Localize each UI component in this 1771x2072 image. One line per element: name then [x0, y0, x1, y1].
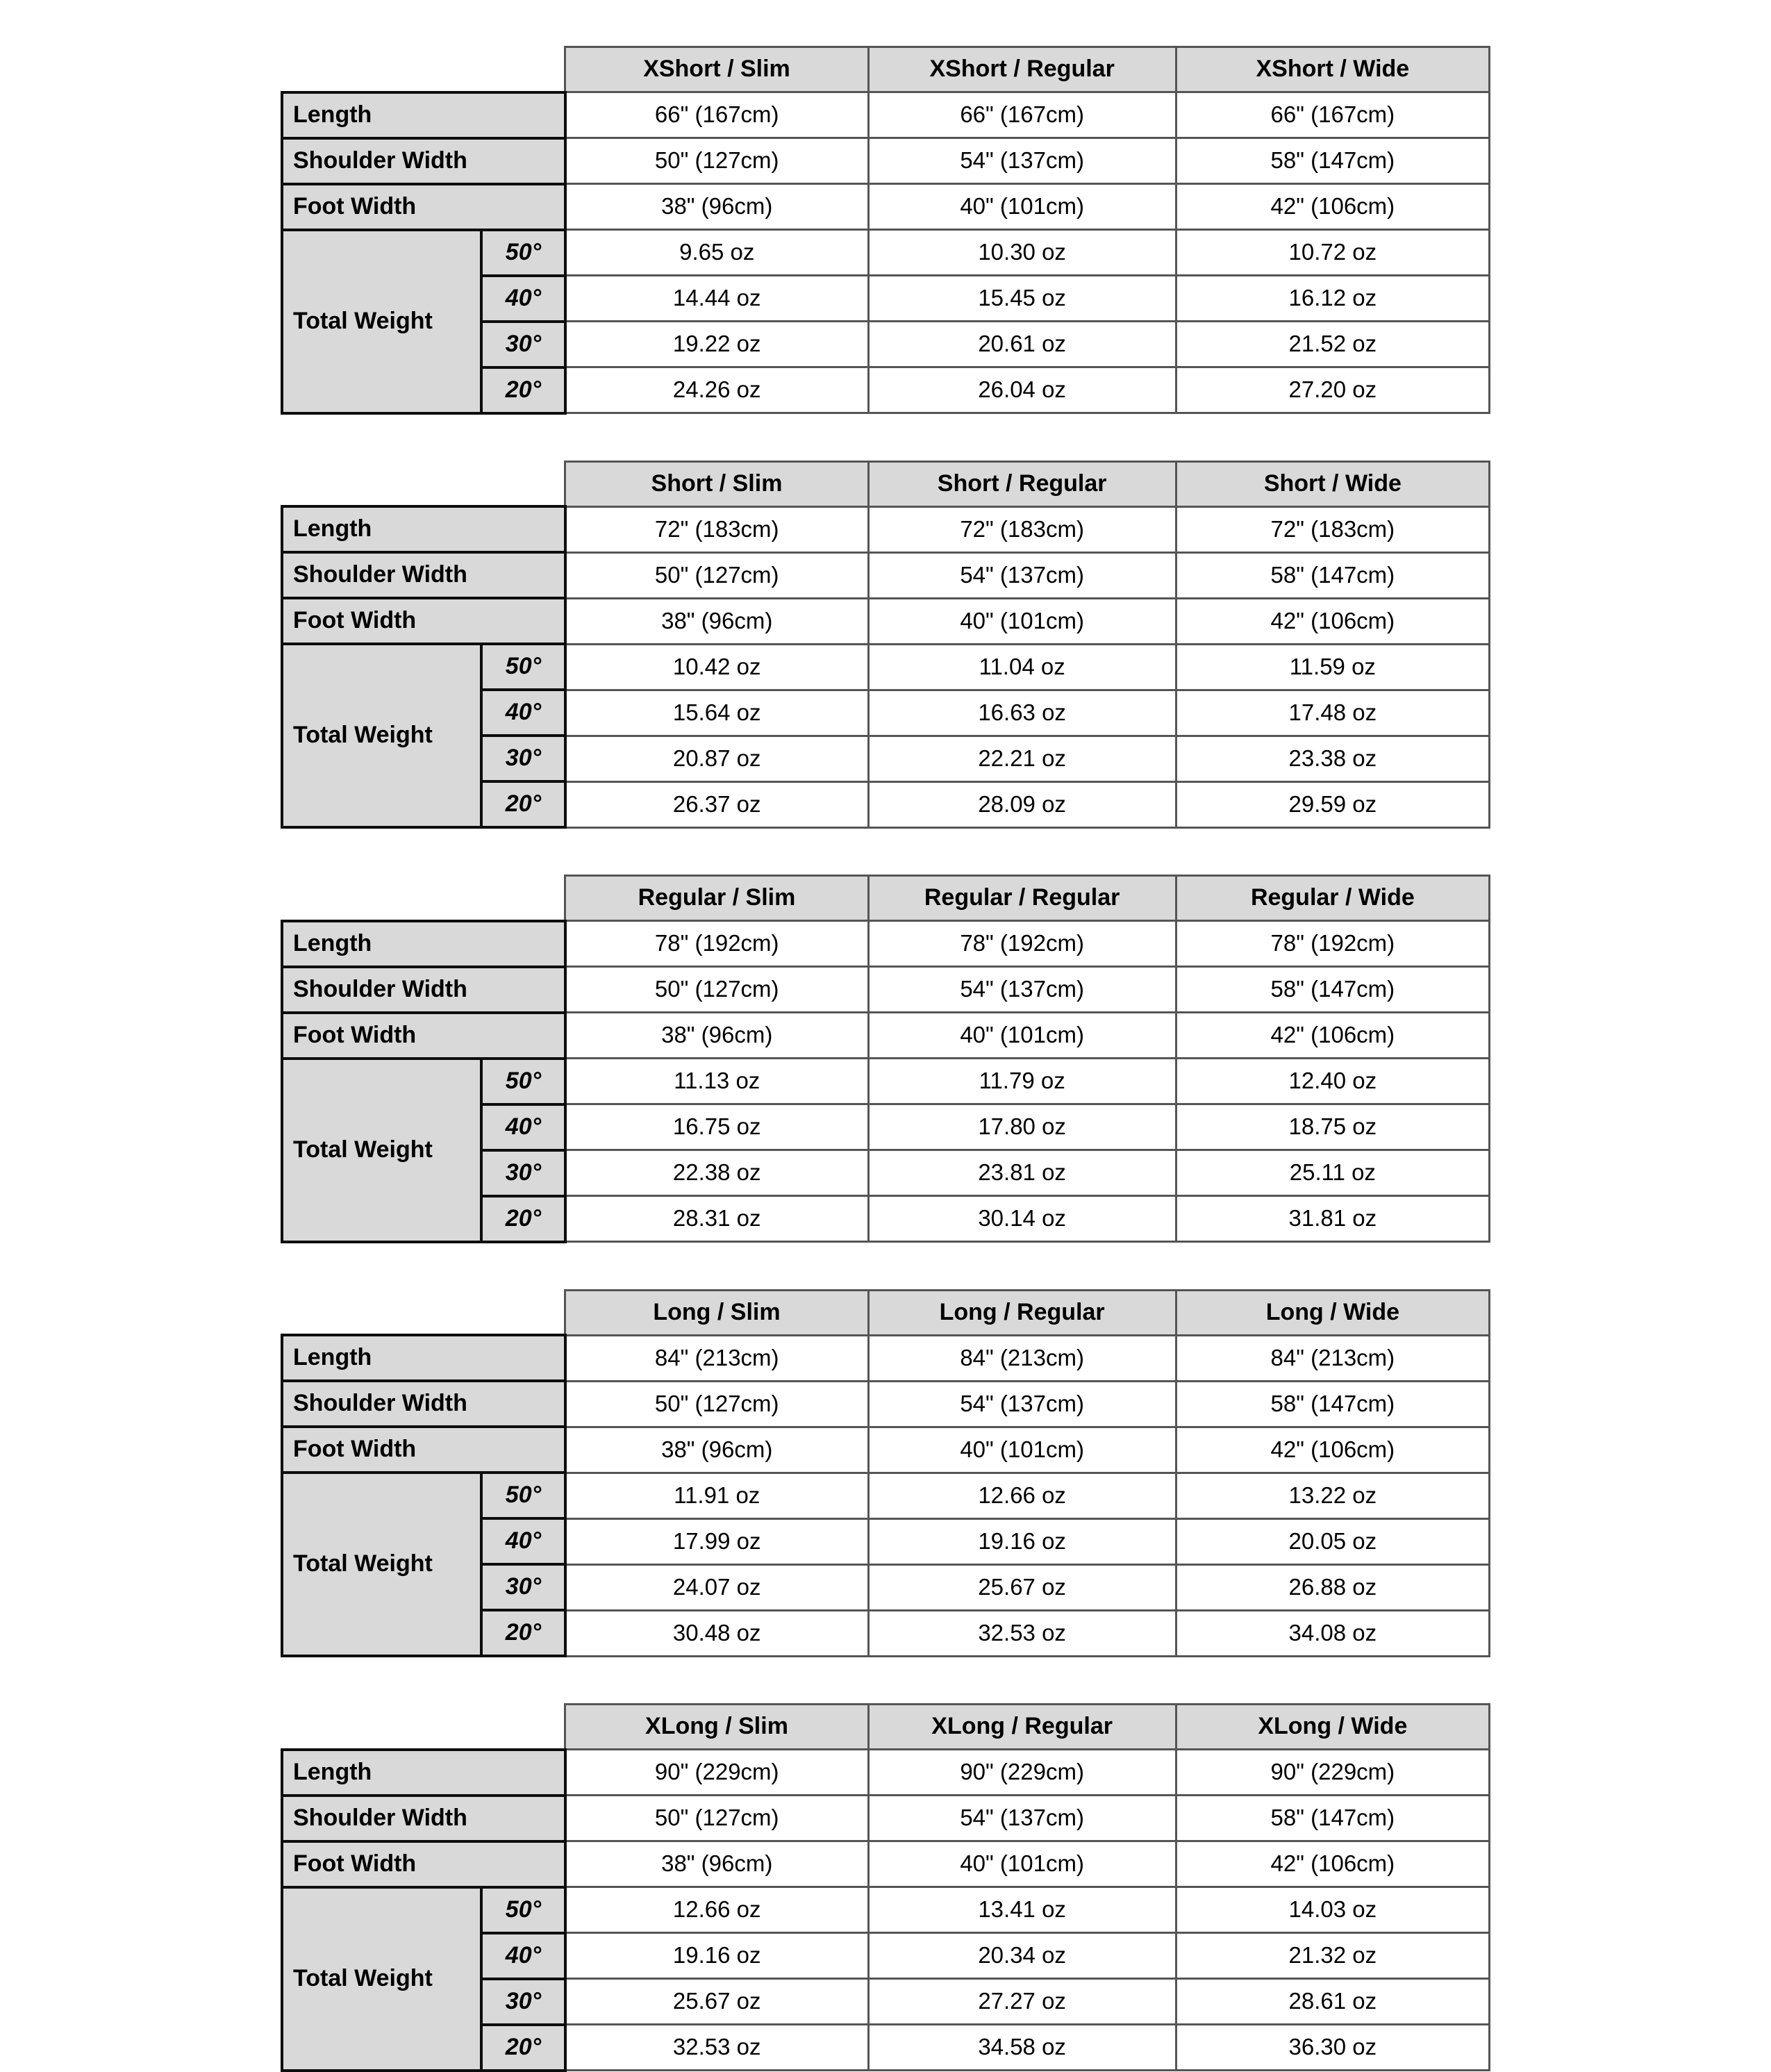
length-value: 72" (183cm) — [1176, 506, 1489, 552]
weight-value: 31.81 oz — [1176, 1196, 1489, 1242]
length-value: 90" (229cm) — [868, 1750, 1176, 1796]
temp-rating-label: 40° — [481, 1518, 565, 1564]
weight-value: 9.65 oz — [565, 230, 868, 276]
foot-width-row — [282, 1013, 1490, 1059]
column-header: Short / Regular — [868, 461, 1176, 506]
weight-value: 25.11 oz — [1176, 1150, 1489, 1196]
foot_width-value: 42" (106cm) — [1176, 598, 1489, 644]
temp-rating-label: 30° — [481, 1979, 565, 2025]
row-label-foot-width: Foot Width — [282, 184, 565, 230]
row-label-length: Length — [282, 1335, 565, 1381]
shoulder-width-row — [282, 1381, 1490, 1427]
column-header: XShort / Regular — [868, 47, 1176, 92]
length-value: 72" (183cm) — [868, 506, 1176, 552]
foot_width-value: 38" (96cm) — [565, 1427, 868, 1473]
foot_width-value: 42" (106cm) — [1176, 184, 1489, 230]
row-label-total-weight: Total Weight — [282, 1887, 481, 2071]
foot_width-value: 40" (101cm) — [868, 1013, 1176, 1059]
shoulder-width-row — [282, 138, 1490, 184]
length-value: 78" (192cm) — [565, 921, 868, 967]
length-row — [282, 1335, 1490, 1381]
temp-rating-label: 30° — [481, 322, 565, 367]
row-label-foot-width: Foot Width — [282, 1841, 565, 1887]
weight-value: 30.14 oz — [868, 1196, 1176, 1242]
length-value: 84" (213cm) — [565, 1335, 868, 1381]
column-header: XLong / Slim — [565, 1705, 868, 1750]
foot_width-value: 40" (101cm) — [868, 598, 1176, 644]
weight-value: 21.32 oz — [1176, 1933, 1489, 1979]
foot_width-value: 40" (101cm) — [868, 1427, 1176, 1473]
temp-rating-label: 20° — [481, 1610, 565, 1656]
weight-value: 10.30 oz — [868, 230, 1176, 276]
weight-value: 15.45 oz — [868, 276, 1176, 322]
weight-value: 19.16 oz — [868, 1518, 1176, 1564]
weight-row — [282, 1473, 1490, 1518]
temp-rating-label: 30° — [481, 1564, 565, 1610]
size-chart-table — [281, 875, 1490, 1243]
weight-row — [282, 230, 1490, 276]
weight-value: 14.03 oz — [1176, 1887, 1489, 1933]
weight-value: 23.38 oz — [1176, 736, 1489, 781]
weight-value: 34.08 oz — [1176, 1610, 1489, 1656]
column-header: Short / Wide — [1176, 461, 1489, 506]
shoulder_width-value: 54" (137cm) — [868, 1796, 1176, 1841]
weight-value: 18.75 oz — [1176, 1104, 1489, 1150]
shoulder_width-value: 54" (137cm) — [868, 552, 1176, 598]
column-header: Short / Slim — [565, 461, 868, 506]
row-label-foot-width: Foot Width — [282, 1013, 565, 1059]
corner-spacer — [282, 1705, 565, 1750]
weight-value: 27.27 oz — [868, 1979, 1176, 2025]
weight-value: 29.59 oz — [1176, 781, 1489, 827]
weight-value: 11.13 oz — [565, 1059, 868, 1104]
shoulder_width-value: 50" (127cm) — [565, 1381, 868, 1427]
weight-value: 22.21 oz — [868, 736, 1176, 781]
foot_width-value: 38" (96cm) — [565, 598, 868, 644]
weight-value: 12.66 oz — [868, 1473, 1176, 1518]
foot_width-value: 38" (96cm) — [565, 1841, 868, 1887]
foot_width-value: 38" (96cm) — [565, 1013, 868, 1059]
shoulder-width-row — [282, 1796, 1490, 1841]
foot_width-value: 42" (106cm) — [1176, 1013, 1489, 1059]
foot_width-value: 40" (101cm) — [868, 1841, 1176, 1887]
weight-value: 12.40 oz — [1176, 1059, 1489, 1104]
length-value: 72" (183cm) — [565, 506, 868, 552]
shoulder_width-value: 50" (127cm) — [565, 552, 868, 598]
temp-rating-label: 30° — [481, 1150, 565, 1196]
length-value: 66" (167cm) — [868, 92, 1176, 138]
size-chart-table — [281, 1289, 1490, 1658]
weight-value: 34.58 oz — [868, 2025, 1176, 2071]
row-label-shoulder-width: Shoulder Width — [282, 967, 565, 1013]
temp-rating-label: 20° — [481, 367, 565, 413]
weight-value: 13.22 oz — [1176, 1473, 1489, 1518]
temp-rating-label: 50° — [481, 1473, 565, 1518]
temp-rating-label: 50° — [481, 1059, 565, 1104]
length-value: 90" (229cm) — [1176, 1750, 1489, 1796]
weight-value: 23.81 oz — [868, 1150, 1176, 1196]
length-value: 84" (213cm) — [1176, 1335, 1489, 1381]
weight-value: 13.41 oz — [868, 1887, 1176, 1933]
temp-rating-label: 30° — [481, 736, 565, 781]
temp-rating-label: 40° — [481, 1104, 565, 1150]
foot-width-row — [282, 184, 1490, 230]
weight-value: 21.52 oz — [1176, 322, 1489, 367]
weight-value: 16.75 oz — [565, 1104, 868, 1150]
weight-value: 26.04 oz — [868, 367, 1176, 413]
length-row — [282, 506, 1490, 552]
weight-value: 15.64 oz — [565, 690, 868, 736]
weight-value: 14.44 oz — [565, 276, 868, 322]
size-chart-table — [281, 461, 1490, 829]
shoulder_width-value: 58" (147cm) — [1176, 552, 1489, 598]
weight-value: 20.87 oz — [565, 736, 868, 781]
foot_width-value: 40" (101cm) — [868, 184, 1176, 230]
header-row — [282, 1705, 1490, 1750]
column-header: XLong / Wide — [1176, 1705, 1489, 1750]
column-header: XShort / Wide — [1176, 47, 1489, 92]
temp-rating-label: 50° — [481, 1887, 565, 1933]
corner-spacer — [282, 876, 565, 921]
foot-width-row — [282, 1427, 1490, 1473]
shoulder_width-value: 50" (127cm) — [565, 967, 868, 1013]
row-label-length: Length — [282, 1750, 565, 1796]
weight-value: 32.53 oz — [565, 2025, 868, 2071]
header-row — [282, 1290, 1490, 1335]
row-label-foot-width: Foot Width — [282, 1427, 565, 1473]
weight-value: 22.38 oz — [565, 1150, 868, 1196]
length-value: 66" (167cm) — [1176, 92, 1489, 138]
foot-width-row — [282, 1841, 1490, 1887]
column-header: Long / Regular — [868, 1290, 1176, 1335]
temp-rating-label: 40° — [481, 1933, 565, 1979]
temp-rating-label: 20° — [481, 2025, 565, 2071]
temp-rating-label: 50° — [481, 644, 565, 690]
weight-value: 11.79 oz — [868, 1059, 1176, 1104]
row-label-shoulder-width: Shoulder Width — [282, 1796, 565, 1841]
row-label-total-weight: Total Weight — [282, 644, 481, 827]
weight-value: 20.34 oz — [868, 1933, 1176, 1979]
weight-value: 16.12 oz — [1176, 276, 1489, 322]
column-header: Regular / Wide — [1176, 876, 1489, 921]
shoulder_width-value: 58" (147cm) — [1176, 138, 1489, 184]
size-chart-table — [281, 1703, 1490, 2072]
temp-rating-label: 40° — [481, 276, 565, 322]
corner-spacer — [282, 461, 565, 506]
temp-rating-label: 40° — [481, 690, 565, 736]
column-header: Regular / Regular — [868, 876, 1176, 921]
shoulder_width-value: 58" (147cm) — [1176, 1381, 1489, 1427]
temp-rating-label: 20° — [481, 1196, 565, 1242]
weight-value: 36.30 oz — [1176, 2025, 1489, 2071]
weight-value: 25.67 oz — [565, 1979, 868, 2025]
weight-value: 10.72 oz — [1176, 230, 1489, 276]
column-header: XLong / Regular — [868, 1705, 1176, 1750]
length-value: 84" (213cm) — [868, 1335, 1176, 1381]
shoulder_width-value: 54" (137cm) — [868, 967, 1176, 1013]
header-row — [282, 876, 1490, 921]
weight-value: 19.22 oz — [565, 322, 868, 367]
length-row — [282, 921, 1490, 967]
weight-value: 20.05 oz — [1176, 1518, 1489, 1564]
shoulder-width-row — [282, 552, 1490, 598]
corner-spacer — [282, 1290, 565, 1335]
shoulder_width-value: 54" (137cm) — [868, 1381, 1176, 1427]
weight-row — [282, 1059, 1490, 1104]
weight-value: 16.63 oz — [868, 690, 1176, 736]
weight-row — [282, 1887, 1490, 1933]
weight-value: 11.59 oz — [1176, 644, 1489, 690]
weight-value: 27.20 oz — [1176, 367, 1489, 413]
weight-value: 19.16 oz — [565, 1933, 868, 1979]
foot_width-value: 42" (106cm) — [1176, 1841, 1489, 1887]
length-value: 66" (167cm) — [565, 92, 868, 138]
weight-value: 10.42 oz — [565, 644, 868, 690]
column-header: Long / Wide — [1176, 1290, 1489, 1335]
weight-value: 11.91 oz — [565, 1473, 868, 1518]
weight-value: 25.67 oz — [868, 1564, 1176, 1610]
weight-value: 28.61 oz — [1176, 1979, 1489, 2025]
weight-value: 17.80 oz — [868, 1104, 1176, 1150]
column-header: Long / Slim — [565, 1290, 868, 1335]
column-header: Regular / Slim — [565, 876, 868, 921]
foot_width-value: 38" (96cm) — [565, 184, 868, 230]
foot-width-row — [282, 598, 1490, 644]
temp-rating-label: 20° — [481, 781, 565, 827]
row-label-length: Length — [282, 92, 565, 138]
row-label-shoulder-width: Shoulder Width — [282, 552, 565, 598]
shoulder_width-value: 54" (137cm) — [868, 138, 1176, 184]
corner-spacer — [282, 47, 565, 92]
shoulder_width-value: 50" (127cm) — [565, 1796, 868, 1841]
row-label-shoulder-width: Shoulder Width — [282, 1381, 565, 1427]
row-label-total-weight: Total Weight — [282, 1473, 481, 1656]
weight-row — [282, 644, 1490, 690]
weight-value: 28.09 oz — [868, 781, 1176, 827]
shoulder_width-value: 58" (147cm) — [1176, 967, 1489, 1013]
length-row — [282, 1750, 1490, 1796]
size-chart-table — [281, 46, 1490, 415]
weight-value: 24.07 oz — [565, 1564, 868, 1610]
column-header: XShort / Slim — [565, 47, 868, 92]
weight-value: 24.26 oz — [565, 367, 868, 413]
weight-value: 17.48 oz — [1176, 690, 1489, 736]
length-value: 90" (229cm) — [565, 1750, 868, 1796]
weight-value: 26.88 oz — [1176, 1564, 1489, 1610]
weight-value: 30.48 oz — [565, 1610, 868, 1656]
foot_width-value: 42" (106cm) — [1176, 1427, 1489, 1473]
row-label-length: Length — [282, 506, 565, 552]
length-row — [282, 92, 1490, 138]
shoulder_width-value: 58" (147cm) — [1176, 1796, 1489, 1841]
weight-value: 26.37 oz — [565, 781, 868, 827]
weight-value: 28.31 oz — [565, 1196, 868, 1242]
weight-value: 32.53 oz — [868, 1610, 1176, 1656]
length-value: 78" (192cm) — [1176, 921, 1489, 967]
shoulder_width-value: 50" (127cm) — [565, 138, 868, 184]
length-value: 78" (192cm) — [868, 921, 1176, 967]
weight-value: 20.61 oz — [868, 322, 1176, 367]
weight-value: 17.99 oz — [565, 1518, 868, 1564]
row-label-shoulder-width: Shoulder Width — [282, 138, 565, 184]
row-label-length: Length — [282, 921, 565, 967]
row-label-total-weight: Total Weight — [282, 230, 481, 413]
temp-rating-label: 50° — [481, 230, 565, 276]
weight-value: 12.66 oz — [565, 1887, 868, 1933]
row-label-total-weight: Total Weight — [282, 1059, 481, 1242]
header-row — [282, 461, 1490, 506]
row-label-foot-width: Foot Width — [282, 598, 565, 644]
shoulder-width-row — [282, 967, 1490, 1013]
header-row — [282, 47, 1490, 92]
weight-value: 11.04 oz — [868, 644, 1176, 690]
